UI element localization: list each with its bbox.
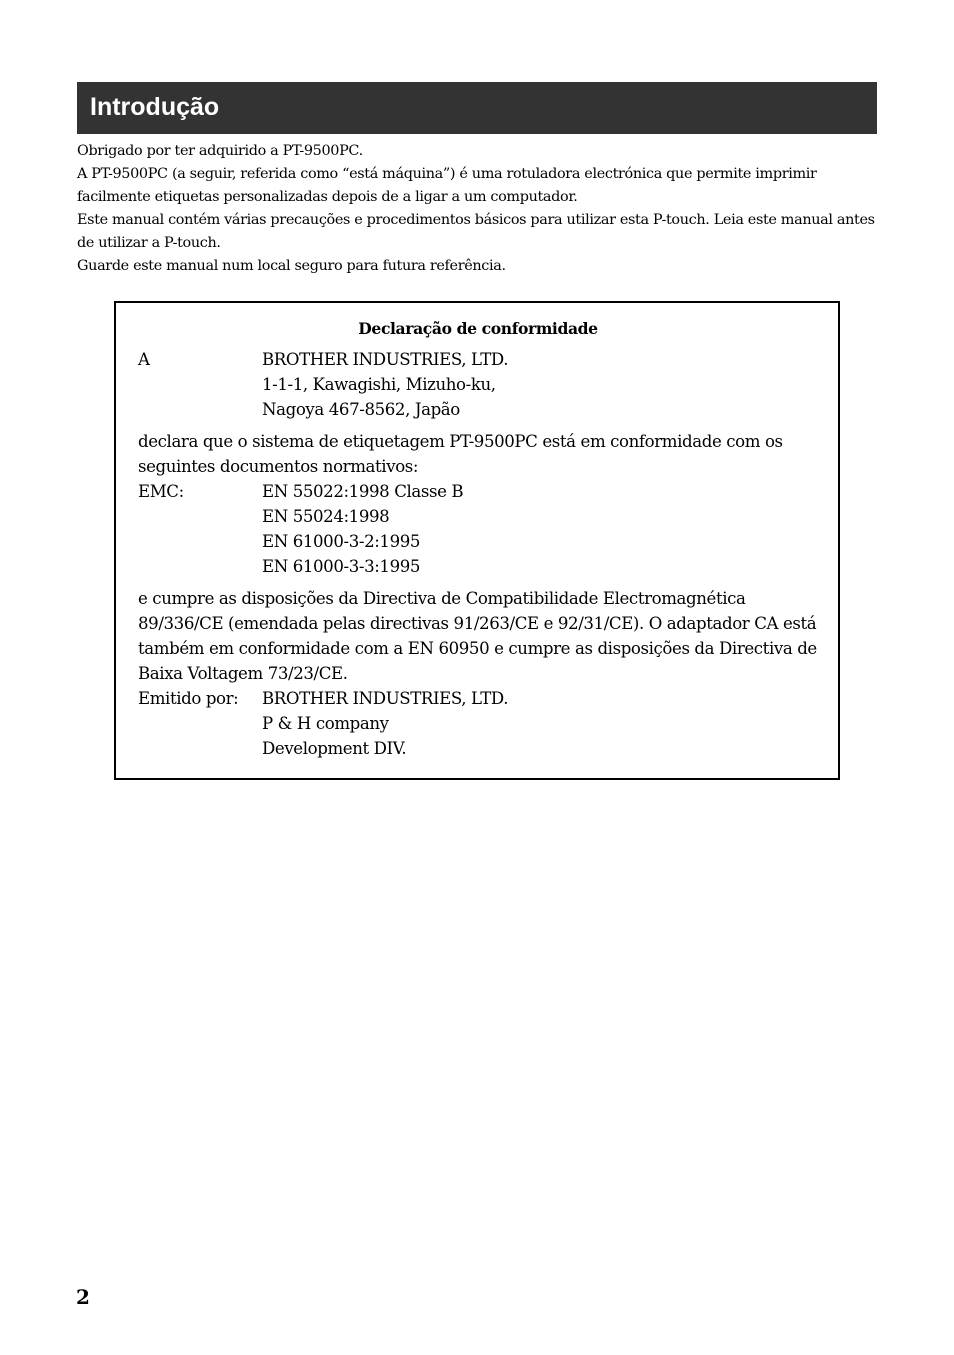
declaration-title: Declaração de conformidade — [358, 319, 598, 338]
issuer — [262, 686, 818, 761]
address-line: Nagoya 467-8562, Japão — [262, 400, 460, 419]
page-number: 2 — [76, 1285, 90, 1309]
declaration-statement: declara que o sistema de etiquetagem PT-9500PC está em conformidade com os seguintes documentos normativos: — [138, 432, 783, 476]
emc-standard: EN 61000-3-2:1995 — [262, 532, 421, 551]
section-header-bar — [77, 82, 877, 134]
issued-label: Emitido por: — [138, 689, 239, 708]
emc-standard: EN 55022:1998 Classe B — [262, 482, 464, 501]
declaration-box — [114, 301, 840, 780]
emc-standard: EN 55024:1998 — [262, 507, 390, 526]
emc-row — [138, 479, 818, 579]
intro-paragraph: Obrigado por ter adquirido a PT-9500PC. — [77, 143, 363, 159]
address-line: 1-1-1, Kawagishi, Mizuho-ku, — [262, 375, 496, 394]
compliance-statement: e cumpre as disposições da Directiva de Compatibilidade Electromagnética 89/336/CE (emendada pelas directivas 91/263/CE e 92/31/CE). O adaptador CA está também em conformidade com a EN 60950 e cumpre as disposições da Directiva de Baixa Voltagem 73/23/CE. — [138, 589, 817, 683]
intro-paragraph: Guarde este manual num local seguro para futura referência. — [77, 258, 506, 274]
manufacturer-address — [262, 347, 818, 422]
manufacturer-row — [138, 347, 818, 422]
intro-paragraph: Este manual contém várias precauções e procedimentos básicos para utilizar esta P-touch. Leia este manual antes de utilizar a P-touch. — [77, 212, 875, 251]
emc-standard: EN 61000-3-3:1995 — [262, 557, 421, 576]
emc-label: EMC: — [138, 482, 184, 501]
intro-text — [77, 140, 877, 278]
issuer-line: P & H company — [262, 714, 389, 733]
issued-row — [138, 686, 818, 761]
intro-paragraph: A PT-9500PC (a seguir, referida como “está máquina”) é uma rotuladora electrónica que permite imprimir facilmente etiquetas personalizadas depois de a ligar a um computador. — [77, 166, 817, 205]
issuer-line: BROTHER INDUSTRIES, LTD. — [262, 689, 509, 708]
declaration-content — [138, 315, 818, 761]
issuer-line: Development DIV. — [262, 739, 407, 758]
address-line: BROTHER INDUSTRIES, LTD. — [262, 350, 509, 369]
manufacturer-label: A — [138, 350, 150, 369]
section-title: Introdução — [90, 93, 220, 121]
emc-standards — [262, 479, 818, 579]
